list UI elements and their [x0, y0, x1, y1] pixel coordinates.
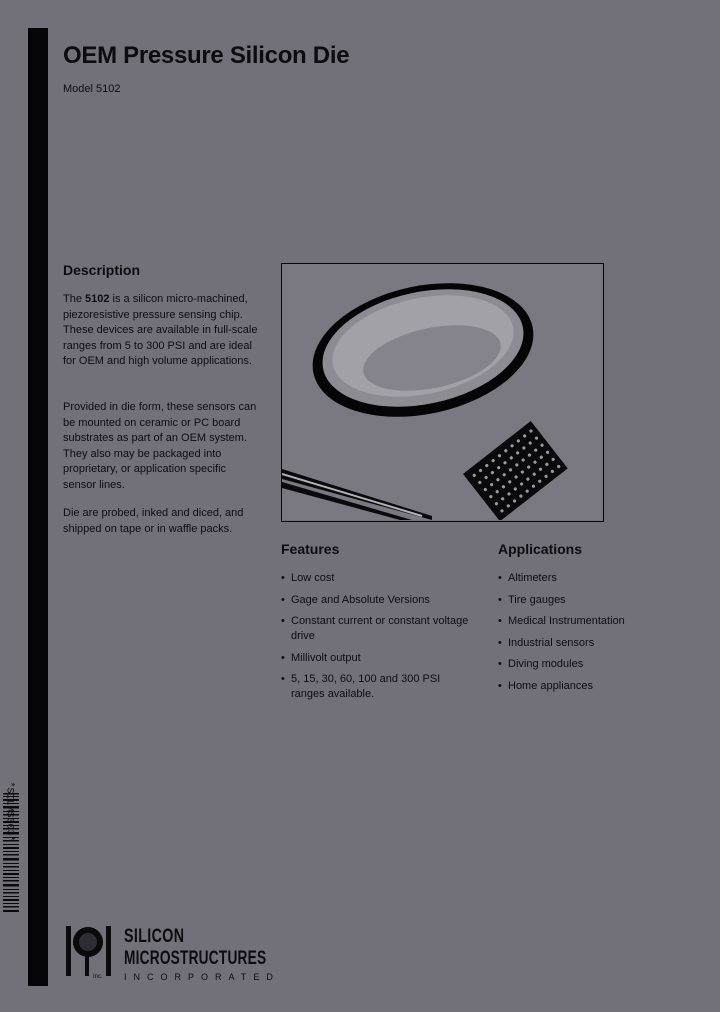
logo-text-incorporated: INCORPORATED	[124, 972, 280, 982]
logo-mark-caption: Inc.	[93, 974, 103, 980]
applications-heading: Applications	[498, 541, 583, 557]
description-paragraph-1: The 5102 is a silicon micro-machined, piezoresistive pressure sensing chip. These devices are available in full-scale ranges from 5 to 300 PSI and are ideal for OEM and high volume applications.	[63, 293, 258, 367]
application-item: • Diving modules	[498, 657, 688, 672]
feature-item: • Gage and Absolute Versions	[281, 593, 471, 608]
model-highlight: 5102	[85, 293, 110, 305]
description-paragraph-3: Die are probed, inked and diced, and shipped on tape or in waffle packs.	[63, 507, 244, 535]
company-logo-icon	[64, 922, 120, 980]
logo-text-silicon: SILICON	[124, 926, 185, 947]
description-paragraph-2: Provided in die form, these sensors can be mounted on ceramic or PC board substrates as part of an OEM system. They also may be packaged into proprietary, or application specific sensor lines.	[63, 401, 257, 491]
feature-item: • Millivolt output	[281, 651, 471, 666]
description-heading: Description	[63, 262, 141, 278]
application-item: • Altimeters	[498, 571, 688, 586]
features-list	[281, 571, 471, 709]
page-title: OEM Pressure Silicon Die	[63, 42, 350, 69]
features-heading: Features	[281, 541, 340, 557]
left-margin-bar	[28, 28, 48, 986]
model-number: Model 5102	[63, 83, 121, 95]
applications-list	[498, 571, 688, 700]
feature-item: • 5, 15, 30, 60, 100 and 300 PSI ranges available.	[281, 672, 471, 702]
logo-text-microstructures: MICROSTRUCTURES	[124, 948, 267, 969]
feature-item: • Constant current or constant voltage drive	[281, 614, 471, 644]
application-item: • Tire gauges	[498, 593, 688, 608]
product-photo	[281, 263, 604, 522]
application-item: • Industrial sensors	[498, 636, 688, 651]
feature-item: • Low cost	[281, 571, 471, 586]
application-item: • Home appliances	[498, 679, 688, 694]
application-item: • Medical Instrumentation	[498, 614, 688, 629]
barcode-text: *SILMS003*	[3, 781, 15, 842]
